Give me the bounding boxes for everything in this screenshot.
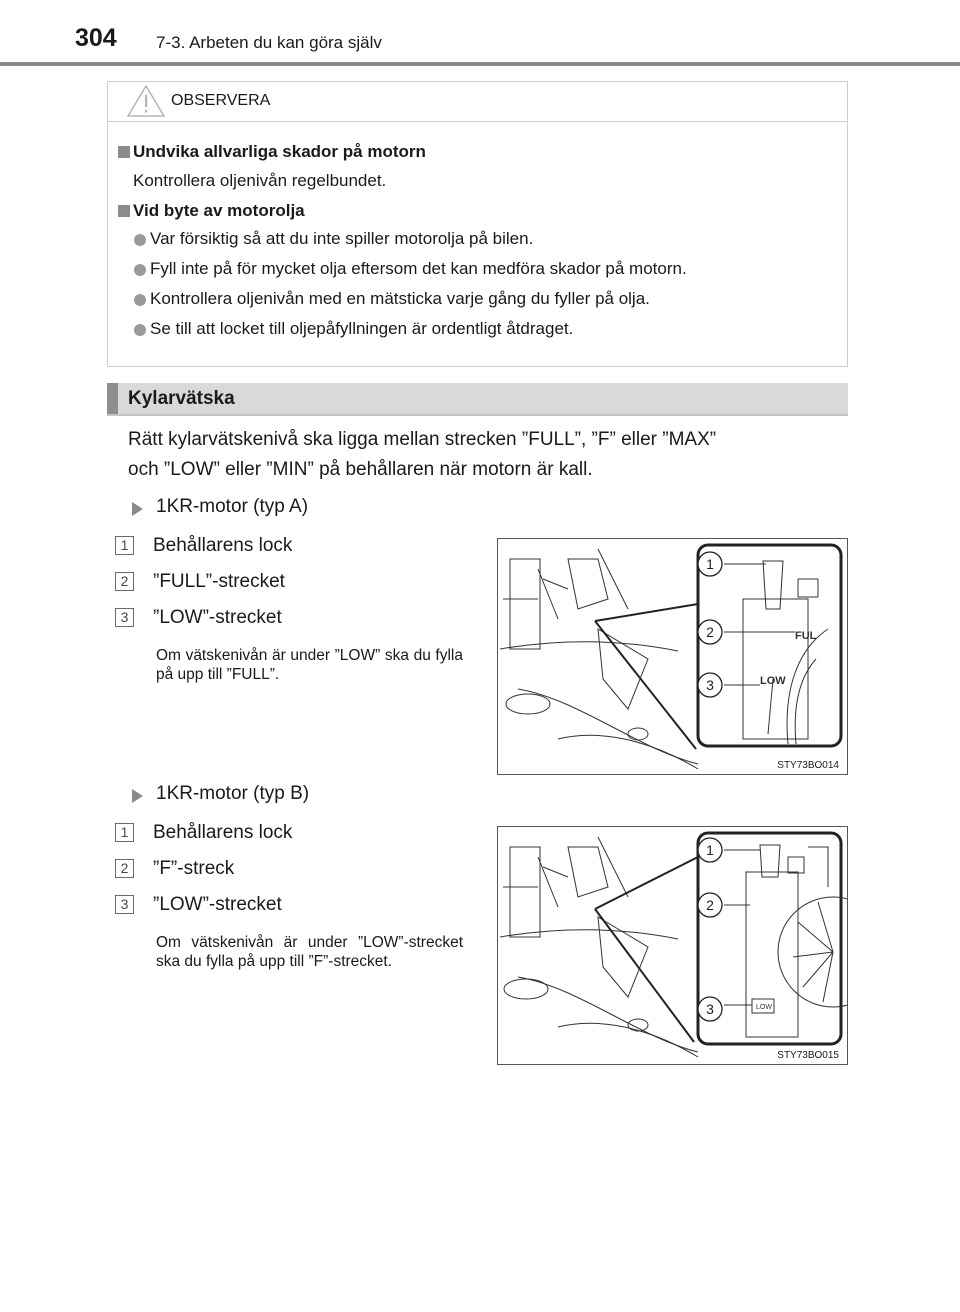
page-number: 304 (75, 24, 117, 52)
full-mark-label: FUL (795, 630, 817, 642)
item-number-badge: 3 (115, 608, 134, 627)
bullet-dot-icon (134, 324, 146, 336)
bullet-dot-icon (134, 294, 146, 306)
item-label: ”FULL”-strecket (153, 571, 285, 592)
section-heading-bar (107, 383, 848, 416)
item-number-badge: 2 (115, 572, 134, 591)
item-number-badge: 1 (115, 536, 134, 555)
figure-code: STY73BO014 (777, 760, 839, 771)
callout-1: 1 (706, 842, 714, 858)
callout-1: 1 (706, 556, 714, 572)
item-label: ”F”-streck (153, 858, 235, 879)
warning-triangle-icon (126, 84, 166, 118)
variant-b-title: 1KR-motor (typ B) (156, 783, 310, 804)
arrow-right-icon (132, 502, 143, 516)
low-mark-label: LOW (760, 675, 786, 687)
caution-heading-1: Undvika allvarliga skador på motorn (133, 142, 426, 161)
square-bullet-icon (118, 146, 130, 158)
callout-3: 3 (706, 677, 714, 693)
engine-bay-illustration (498, 827, 847, 1064)
page-header (0, 0, 960, 66)
caution-text-1: Kontrollera oljenivån regelbundet. (133, 171, 387, 190)
callout-3: 3 (706, 1001, 714, 1017)
variant-b-note: Om vätskenivån är under ”LOW”-strecket ska du fylla på upp till ”F”-strecket. (156, 934, 463, 970)
section-title: Kylarvätska (128, 388, 235, 409)
caution-heading-2: Vid byte av motorolja (133, 201, 305, 220)
callout-2: 2 (706, 897, 714, 913)
callout-2: 2 (706, 624, 714, 640)
item-number-badge: 1 (115, 823, 134, 842)
figure-coolant-reservoir-b (497, 826, 848, 1065)
item-label: Behållarens lock (153, 535, 293, 556)
square-bullet-icon (118, 205, 130, 217)
engine-bay-illustration (498, 539, 847, 774)
item-label: ”LOW”-strecket (153, 894, 282, 915)
caution-box (107, 81, 848, 367)
bullet-dot-icon (134, 264, 146, 276)
intro-line-1: Rätt kylarvätskenivå ska ligga mellan strecken ”FULL”, ”F” eller ”MAX” (128, 429, 717, 450)
variant-a-title: 1KR-motor (typ A) (156, 496, 309, 517)
bullet-dot-icon (134, 234, 146, 246)
figure-coolant-reservoir-a (497, 538, 848, 775)
arrow-right-icon (132, 789, 143, 803)
item-number-badge: 2 (115, 859, 134, 878)
caution-header (108, 82, 847, 122)
caution-bullet-4: Se till att locket till oljepåfyllningen är ordentligt åtdraget. (150, 319, 574, 338)
caution-title: OBSERVERA (171, 92, 271, 109)
caution-bullet-1: Var försiktig så att du inte spiller motorolja på bilen. (150, 229, 534, 248)
intro-line-2: och ”LOW” eller ”MIN” på behållaren när motorn är kall. (128, 459, 593, 480)
low-mark-label: LOW (756, 1004, 772, 1011)
caution-bullet-2: Fyll inte på för mycket olja eftersom det kan medföra skador på motorn. (150, 259, 687, 278)
caution-bullet-3: Kontrollera oljenivån med en mätsticka varje gång du fyller på olja. (150, 289, 650, 308)
item-label: ”LOW”-strecket (153, 607, 282, 628)
variant-a-note: Om vätskenivån är under ”LOW” ska du fylla på upp till ”FULL”. (156, 647, 463, 683)
header-rule (0, 62, 960, 66)
item-label: Behållarens lock (153, 822, 293, 843)
chapter-title: 7-3. Arbeten du kan göra själv (156, 33, 382, 52)
figure-code: STY73BO015 (777, 1050, 839, 1061)
item-number-badge: 3 (115, 895, 134, 914)
